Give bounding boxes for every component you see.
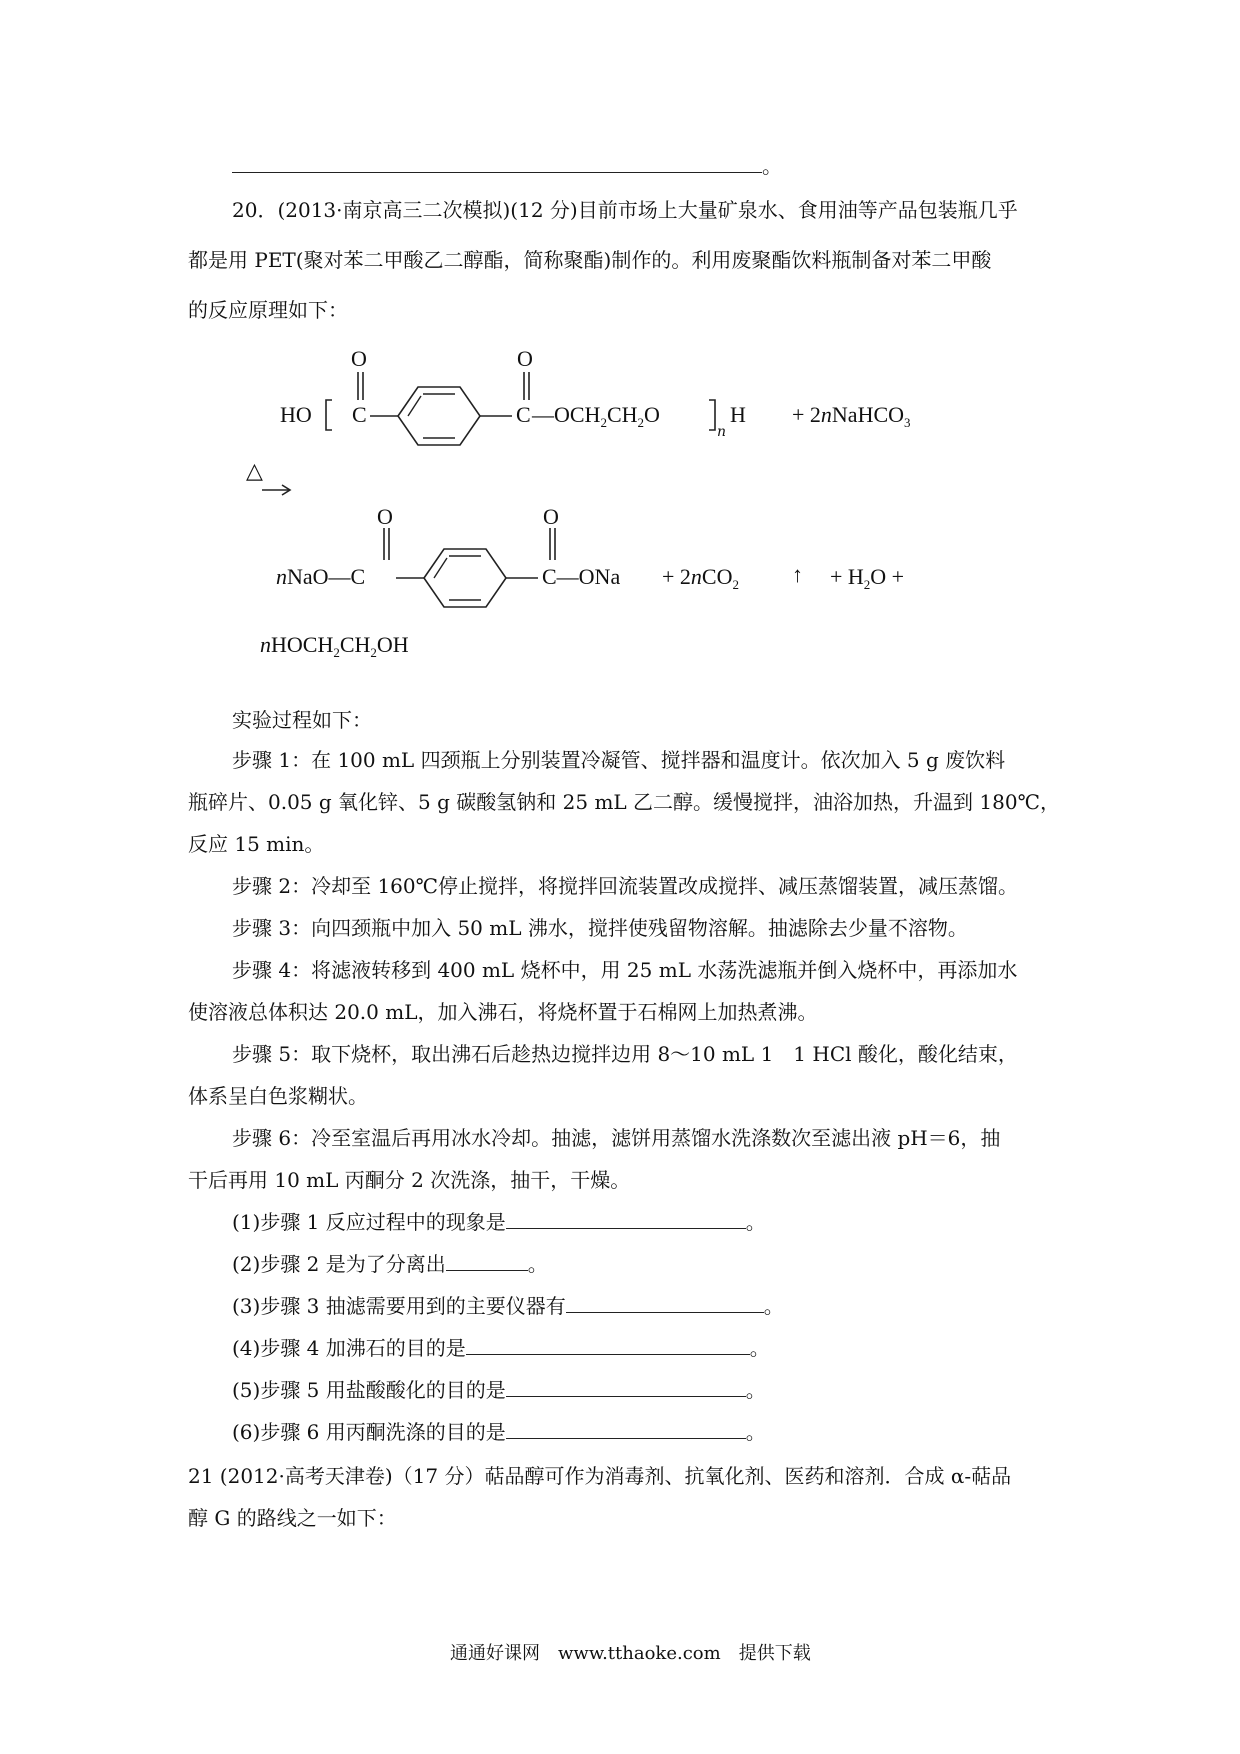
reaction-scheme [246, 346, 962, 676]
product-oxygen-1: O [377, 504, 393, 529]
answer-blank-3[interactable] [566, 1292, 764, 1313]
q21-line1: 21 (2012·高考天津卷)（17 分）萜品醇可作为消毒剂、抗氧化剂、医药和溶剂．合成 α-萜品 [188, 1464, 1012, 1488]
step6-line2: 干后再用 10 mL 丙酮分 2 次洗涤，抽干，干燥。 [188, 1168, 631, 1192]
q21-line2: 醇 G 的路线之一如下： [188, 1506, 397, 1530]
step4-line1: 步骤 4：将滤液转移到 400 mL 烧杯中，用 25 mL 水荡洗滤瓶并倒入烧杯中，再添加水 [232, 958, 1018, 982]
question-2: (2)步骤 2 是为了分离出 。 [232, 1252, 548, 1276]
q20-line2: 都是用 PET(聚对苯二甲酸乙二醇酯，简称聚酯)制作的。利用废聚酯饮料瓶制备对苯二甲酸 [188, 248, 992, 272]
gas-arrow-icon: ↑ [792, 562, 803, 587]
heat-delta-icon: △ [246, 458, 263, 483]
question-4: (4)步骤 4 加沸石的目的是 。 [232, 1336, 770, 1360]
question-6: (6)步骤 6 用丙酮洗涤的目的是 。 [232, 1420, 766, 1444]
product-co2: + 2nCO$_2$ [662, 564, 739, 592]
reactant-ester-chain: $—OCH_2CH_2O$ [532, 402, 660, 430]
reactant-h: H [730, 402, 746, 427]
top-answer-line: 。 [232, 150, 782, 179]
question-1: (1)步骤 1 反应过程中的现象是 。 [232, 1210, 766, 1234]
question-3: (3)步骤 3 抽滤需要用到的主要仪器有 。 [232, 1294, 784, 1318]
reactant-carbon-1: C [352, 402, 367, 427]
step5-line2: 体系呈白色浆糊状。 [188, 1084, 368, 1108]
product-carbon-2: C—ONa [542, 564, 621, 589]
step1-line3: 反应 15 min。 [188, 832, 325, 856]
page-footer: 通通好课网 www.tthaoke.com 提供下载 [450, 1643, 811, 1664]
answer-blank-1[interactable] [506, 1208, 746, 1229]
step1-line2: 瓶碎片、0.05 g 氧化锌、5 g 碳酸氢钠和 25 mL 乙二醇。缓慢搅拌，油浴加热，升温到 180℃， [188, 790, 1060, 814]
reactant-oxygen-1: O [351, 346, 367, 371]
answer-blank-6[interactable] [506, 1418, 746, 1439]
step3: 步骤 3：向四颈瓶中加入 50 mL 沸水，搅拌使残留物溶解。抽滤除去少量不溶物。 [232, 916, 968, 940]
repeat-n: n [717, 424, 727, 440]
reactant-reagent: + 2nNaHCO$_3$ [792, 402, 911, 430]
answer-blank-5[interactable] [506, 1376, 746, 1397]
q20-line3: 的反应原理如下： [188, 298, 348, 322]
product-ethylene-glycol: $nHOCH_2CH_2OH$ [260, 632, 409, 660]
product-sodium-salt: nNaO—C [276, 564, 366, 589]
product-water: + $H_2O$ + [830, 564, 905, 592]
benzene-ring-icon [398, 387, 480, 445]
step6-line1: 步骤 6：冷至室温后再用冰水冷却。抽滤，滤饼用蒸馏水洗涤数次至滤出液 pH＝6，抽 [232, 1126, 1001, 1150]
step5-line1: 步骤 5：取下烧杯，取出沸石后趁热边搅拌边用 8～10 mL 1 1 HCl 酸化，酸化结束， [232, 1042, 1018, 1066]
reactant-ho: HO [280, 402, 312, 427]
q20-line1: 20．(2013·南京高三二次模拟)(12 分)目前市场上大量矿泉水、食用油等产品包装瓶几乎 [232, 198, 1018, 222]
reactant-carbon-2: C [516, 402, 531, 427]
process-title: 实验过程如下： [232, 708, 372, 732]
step4-line2: 使溶液总体积达 20.0 mL，加入沸石，将烧杯置于石棉网上加热煮沸。 [188, 1000, 818, 1024]
reaction-structures [262, 346, 962, 676]
reactant-oxygen-2: O [517, 346, 533, 371]
answer-blank-4[interactable] [466, 1334, 750, 1355]
question-5: (5)步骤 5 用盐酸酸化的目的是 。 [232, 1378, 766, 1402]
product-oxygen-2: O [543, 504, 559, 529]
benzene-ring-icon [424, 549, 506, 607]
answer-blank[interactable] [232, 152, 762, 173]
answer-blank-2[interactable] [446, 1250, 528, 1271]
step1-line1: 步骤 1：在 100 mL 四颈瓶上分别装置冷凝管、搅拌器和温度计。依次加入 5 g 废饮料 [232, 748, 1006, 772]
step2: 步骤 2：冷却至 160℃停止搅拌，将搅拌回流装置改成搅拌、减压蒸馏装置，减压蒸馏。 [232, 874, 1018, 898]
